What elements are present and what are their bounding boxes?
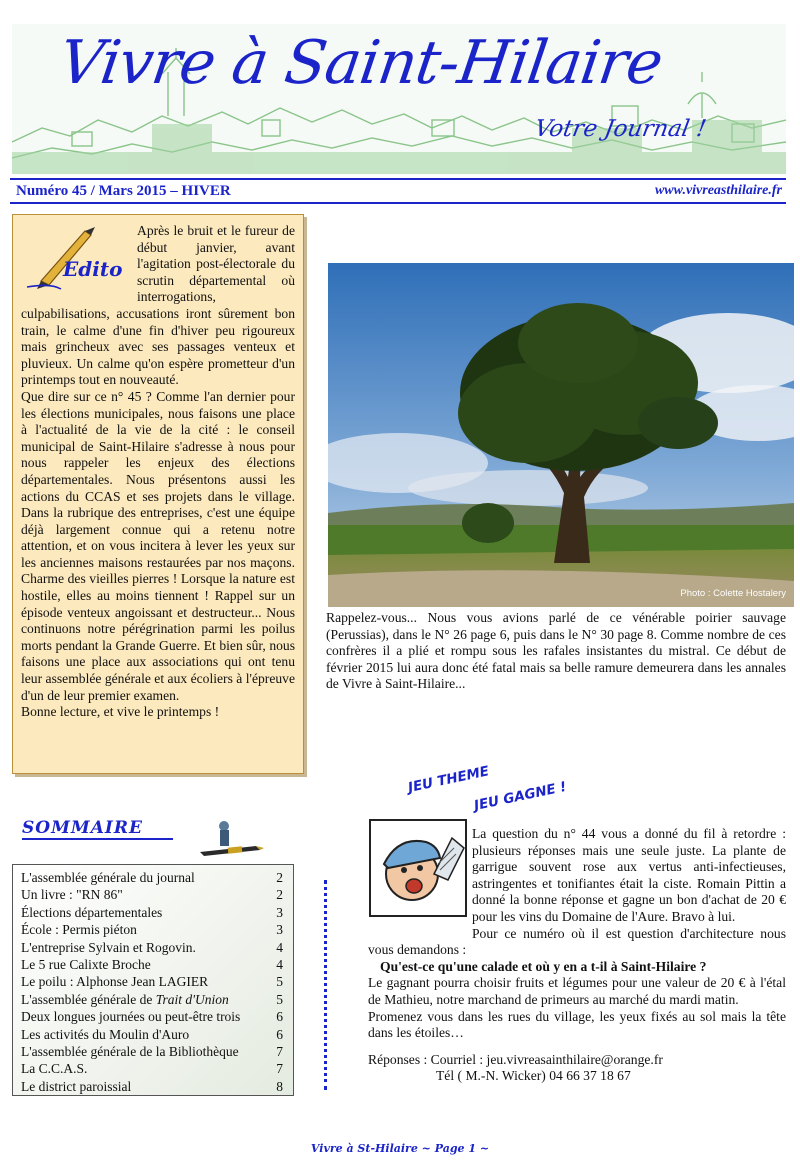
toc-item-page: 2 (276, 887, 283, 903)
jeu-paragraph: Pour ce numéro où il est question d'architecture nous vous demandons : (368, 925, 786, 958)
toc-item[interactable] (21, 991, 289, 1008)
toc-item-title: École : Permis piéton (21, 922, 137, 938)
edito-box (12, 214, 304, 774)
issue-bar (10, 178, 786, 204)
toc-item[interactable] (21, 939, 289, 956)
tree-landscape-image (328, 263, 794, 607)
toc-item[interactable] (21, 1008, 289, 1025)
jeu-paragraph: Promenez vous dans les rues du village, les yeux fixés au sol mais la tête dans les étoiles… (368, 1008, 786, 1041)
jeu-question: Qu'est-ce qu'une calade et où y en a t-il à Saint-Hilaire ? (380, 958, 707, 974)
issue-label: Numéro 45 / Mars 2015 – HIVER (16, 182, 231, 199)
toc-item-page: 2 (276, 870, 283, 885)
toc-item-title-prefix: L'assemblée générale de (21, 991, 156, 1007)
toc-item[interactable] (21, 1026, 289, 1043)
jeu-paragraph: Le gagnant pourra choisir fruits et légumes pour une valeur de 20 € à l'étal de Mathieu, notre marchand de primeurs au marché du mardi matin. (368, 975, 786, 1007)
pear-tree-photo (328, 263, 794, 607)
toc-item-page: 3 (276, 922, 283, 938)
jeu-paragraph: La question du n° 44 vous a donné du fil à retordre : plusieurs réponses mais une seule juste. La plante de garrigue souvent rose aux vertus anti-infectieuses, astringentes et tonifiantes était la ciste. Romain Pittin a donné la bonne réponse et gagne un bon d'achat de 20 € pour les vins du Domaine de l'Aure. Bravo à lui. (472, 826, 786, 924)
illustration-spacer (368, 826, 472, 930)
sommaire-table (12, 864, 294, 1096)
toc-item-page: 8 (276, 1078, 283, 1094)
edito-heading: Edito (63, 257, 123, 281)
toc-item[interactable] (21, 973, 289, 990)
toc-item-title: Le 5 rue Calixte Broche (21, 957, 151, 973)
toc-item-page: 4 (276, 957, 283, 973)
toc-item[interactable] (21, 921, 289, 938)
toc-item-title: Deux longues journées ou peut-être trois (21, 1009, 241, 1025)
edito-paragraph: Bonne lecture, et vive le printemps ! (21, 704, 220, 720)
toc-item-page: 7 (276, 1044, 283, 1060)
toc-item-page: 6 (276, 1026, 283, 1042)
toc-item-title: L'entreprise Sylvain et Rogovin. (21, 939, 196, 955)
toc-item-title: Les activités du Moulin d'Auro (21, 1026, 190, 1042)
toc-item[interactable] (21, 869, 289, 886)
photo-caption: Rappelez-vous... Nous vous avions parlé de ce vénérable poirier sauvage (Perussias), dans le N° 26 page 6, puis dans le N° 30 page 8. Comme nombre de ces confrères il a plié et rompu sous les rafales insistantes du mistral. Ce début de février 2015 lui aura donc été fatal mais sa belle ramure demeurera dans les annales de Vivre à Saint-Hilaire... (326, 610, 786, 692)
toc-item-page: 5 (276, 991, 283, 1007)
column-divider (324, 880, 330, 1090)
masthead (12, 24, 786, 174)
page-footer: Vivre à St-Hilaire ~ Page 1 ~ (310, 1142, 490, 1155)
toc-item-title: L'assemblée générale du journal (21, 870, 195, 885)
jeu-article (368, 826, 786, 1085)
edito-paragraph: Que dire sur ce n° 45 ? Comme l'an dernier pour les élections municipales, nous faisons une place à l'actualité de la vie de la cité : le conseil municipal de Saint-Hilaire s'adresse à nous pour nous rappeler les enjeux des élections départementales. Nous présentons aussi les actions du CCAS et ses projets dans le village. Dans la rubrique des entreprises, c'est une équipe déjà largement connue qui a retenu notre attention, et on vous incitera à lever les yeux sur les anciennes maisons restaurées par nos maçons. Charme des vieilles pierres ! Lorsque la nature est hostile, elles au moins tiennent ! Rappel sur un épisode venteux angoissant et destructeur... Nous continuons notre pérégrination parmi les poilus morts pendant la Grande Guerre. Et bien sûr, nous faisons une place aux associations qui ont tenu leur assemblée générale et aux écoliers à l'épreuve d'un de leur premier examen. (21, 388, 295, 703)
toc-item-page: 5 (276, 974, 283, 990)
toc-item[interactable] (21, 1078, 289, 1095)
journal-title: Vivre à Saint-Hilaire (55, 28, 667, 98)
website-link[interactable]: www.vivreasthilaire.fr (654, 183, 782, 198)
toc-item-title: Le poilu : Alphonse Jean LAGIER (21, 974, 209, 990)
edito-paragraph: Après le bruit et le fureur de début janvier, avant l'agitation post-électorale du scrutin départemental où interrogations, culpabilisations, accusations iront sûrement bon train, le calme d'une fin d'hiver peu rigoureux mais grincheux avec ses passages venteux et pluvieux. Un calme qu'on espère prometteur d'un printemps tout en nouveauté. (21, 223, 295, 388)
toc-item-title (21, 991, 229, 1008)
journal-subtitle: Votre Journal ! (532, 116, 709, 142)
toc-item-title: Le district paroissial (21, 1078, 132, 1094)
fountain-pen-icon (198, 818, 264, 864)
sommaire-heading: SOMMAIRE (22, 818, 173, 840)
toc-item[interactable] (21, 1060, 289, 1077)
toc-item-page: 6 (276, 1009, 283, 1025)
jeu-heading-line2: JEU GAGNE ! (472, 778, 568, 814)
toc-item-page: 3 (276, 904, 283, 920)
toc-item-page: 4 (276, 939, 283, 955)
toc-item[interactable] (21, 886, 289, 903)
toc-item[interactable] (21, 956, 289, 973)
toc-item[interactable] (21, 904, 289, 921)
photo-credit: Photo : Colette Hostalery (680, 588, 786, 599)
toc-item-title: Élections départementales (21, 904, 163, 920)
toc-item[interactable] (21, 1043, 289, 1060)
jeu-heading-line1: JEU THEME (406, 763, 491, 796)
toc-item-title: La C.C.A.S. (21, 1061, 88, 1077)
toc-item-title: Un livre : "RN 86" (21, 887, 123, 903)
toc-item-title: L'assemblée générale de la Bibliothèque (21, 1044, 239, 1060)
toc-item-title-italic: Trait d'Union (155, 991, 229, 1007)
jeu-contact-email[interactable]: Réponses : Courriel : jeu.vivreasainthilaire@orange.fr (368, 1051, 663, 1067)
toc-item-page: 7 (276, 1061, 283, 1077)
jeu-contact-phone: Tél ( M.-N. Wicker) 04 66 37 18 67 (436, 1068, 631, 1084)
edito-logo (21, 223, 133, 291)
